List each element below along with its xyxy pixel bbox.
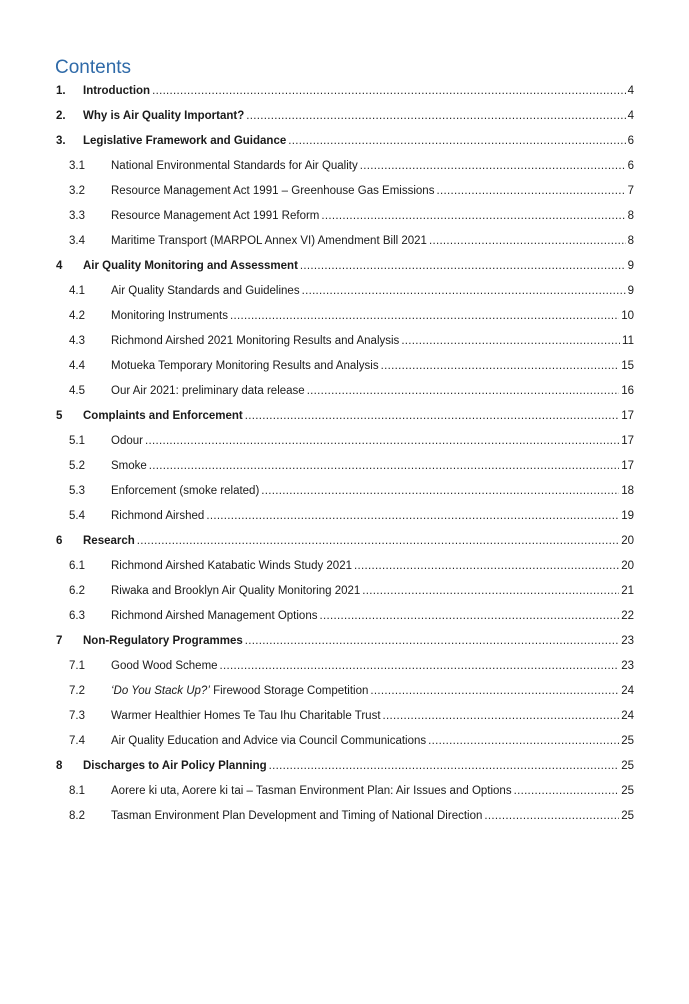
toc-entry[interactable] — [56, 580, 634, 605]
toc-entry-label: Richmond Airshed Katabatic Winds Study 2021 — [111, 560, 352, 572]
toc-entry[interactable] — [56, 80, 634, 105]
dot-leader — [381, 355, 620, 377]
toc-entry-page: 8 — [627, 210, 634, 222]
toc-entry-page: 17 — [621, 410, 634, 422]
toc-entry-number: 7.1 — [69, 660, 85, 672]
table-of-contents — [56, 80, 634, 830]
dot-leader — [436, 180, 625, 202]
dot-leader — [354, 555, 619, 577]
toc-entry-label: Good Wood Scheme — [111, 660, 218, 672]
toc-entry-number: 4.1 — [69, 285, 85, 297]
dot-leader — [362, 580, 619, 602]
toc-entry-number: 3.2 — [69, 185, 85, 197]
toc-entry[interactable] — [56, 130, 634, 155]
toc-entry-label: Odour — [111, 435, 143, 447]
toc-entry[interactable] — [56, 180, 634, 205]
toc-entry-number: 7.3 — [69, 710, 85, 722]
dot-leader — [514, 780, 620, 802]
toc-entry-number: 4.2 — [69, 310, 85, 322]
toc-entry-page: 25 — [621, 735, 634, 747]
toc-entry[interactable] — [56, 405, 634, 430]
toc-entry[interactable] — [56, 705, 634, 730]
toc-entry[interactable] — [56, 455, 634, 480]
dot-leader — [302, 280, 626, 302]
toc-entry[interactable] — [56, 280, 634, 305]
toc-entry-number: 7.4 — [69, 735, 85, 747]
dot-leader — [152, 80, 626, 102]
toc-entry[interactable] — [56, 780, 634, 805]
toc-entry[interactable] — [56, 680, 634, 705]
toc-entry-page: 25 — [621, 810, 634, 822]
toc-entry[interactable] — [56, 805, 634, 830]
toc-entry-page: 15 — [621, 360, 634, 372]
toc-entry-page: 22 — [621, 610, 634, 622]
toc-entry[interactable] — [56, 430, 634, 455]
dot-leader — [137, 530, 619, 552]
toc-entry-page: 24 — [621, 710, 634, 722]
toc-entry-number: 5.2 — [69, 460, 85, 472]
dot-leader — [321, 205, 625, 227]
toc-entry-label: Warmer Healthier Homes Te Tau Ihu Charitable Trust — [111, 710, 381, 722]
dot-leader — [269, 755, 620, 777]
toc-entry-label: Resource Management Act 1991 Reform — [111, 210, 320, 222]
toc-entry[interactable] — [56, 255, 634, 280]
toc-entry[interactable] — [56, 755, 634, 780]
toc-entry-label: Aorere ki uta, Aorere ki tai – Tasman Environment Plan: Air Issues and Options — [111, 785, 512, 797]
dot-leader — [245, 405, 619, 427]
toc-entry-label: Introduction — [83, 85, 151, 97]
toc-entry-label: Our Air 2021: preliminary data release — [111, 385, 305, 397]
toc-entry-number: 2. — [56, 110, 66, 122]
toc-entry-number: 5.3 — [69, 485, 85, 497]
toc-entry-number: 8 — [56, 760, 63, 772]
dot-leader — [149, 455, 619, 477]
dot-leader — [428, 730, 619, 752]
toc-entry[interactable] — [56, 380, 634, 405]
toc-entry-number: 8.2 — [69, 810, 85, 822]
toc-entry[interactable] — [56, 505, 634, 530]
dot-leader — [383, 705, 620, 727]
toc-entry-label: Motueka Temporary Monitoring Results and Analysis — [111, 360, 379, 372]
toc-entry-number: 6.2 — [69, 585, 85, 597]
toc-entry-page: 20 — [621, 535, 634, 547]
dot-leader — [145, 430, 619, 452]
toc-entry-page: 11 — [622, 335, 634, 347]
toc-entry-number: 3. — [56, 135, 66, 147]
toc-entry-page: 24 — [621, 685, 634, 697]
toc-entry-number: 1. — [56, 85, 66, 97]
toc-entry[interactable] — [56, 305, 634, 330]
toc-entry-page: 4 — [627, 110, 634, 122]
toc-entry-number: 3.3 — [69, 210, 85, 222]
toc-entry-number: 6.3 — [69, 610, 85, 622]
toc-entry-label: Tasman Environment Plan Development and Timing of National Direction — [111, 810, 483, 822]
dot-leader — [288, 130, 625, 152]
toc-entry-label: Legislative Framework and Guidance — [83, 135, 287, 147]
toc-entry-label: National Environmental Standards for Air Quality — [111, 160, 358, 172]
toc-entry[interactable] — [56, 155, 634, 180]
toc-entry[interactable] — [56, 330, 634, 355]
toc-entry[interactable] — [56, 730, 634, 755]
toc-entry-number: 4 — [56, 260, 63, 272]
toc-entry-page: 25 — [621, 760, 634, 772]
dot-leader — [230, 305, 619, 327]
toc-entry-label-rest: Firewood Storage Competition — [213, 685, 369, 697]
dot-leader — [206, 505, 619, 527]
toc-entry-page: 17 — [621, 460, 634, 472]
dot-leader — [261, 480, 619, 502]
toc-entry-number: 7.2 — [69, 685, 85, 697]
toc-entry[interactable] — [56, 230, 634, 255]
toc-entry-label: Discharges to Air Policy Planning — [83, 760, 267, 772]
toc-entry-page: 23 — [621, 635, 634, 647]
toc-entry-page: 18 — [621, 485, 634, 497]
toc-entry-number: 7 — [56, 635, 63, 647]
toc-entry-label — [111, 680, 368, 702]
toc-entry[interactable] — [56, 355, 634, 380]
toc-entry-label: Riwaka and Brooklyn Air Quality Monitoring 2021 — [111, 585, 361, 597]
toc-entry-page: 21 — [621, 585, 634, 597]
dot-leader — [360, 155, 626, 177]
toc-entry-page: 9 — [627, 285, 634, 297]
toc-entry-page: 23 — [621, 660, 634, 672]
dot-leader — [401, 330, 620, 352]
toc-entry[interactable] — [56, 480, 634, 505]
toc-entry-label: Complaints and Enforcement — [83, 410, 243, 422]
toc-entry-label: Monitoring Instruments — [111, 310, 228, 322]
toc-entry-page: 9 — [627, 260, 634, 272]
toc-entry[interactable] — [56, 530, 634, 555]
toc-entry[interactable] — [56, 205, 634, 230]
toc-entry-number: 4.5 — [69, 385, 85, 397]
dot-leader — [300, 255, 626, 277]
toc-entry-page: 6 — [627, 135, 634, 147]
toc-entry-number: 5 — [56, 410, 63, 422]
toc-entry-page: 4 — [627, 85, 634, 97]
toc-entry-label: Air Quality Education and Advice via Council Communications — [111, 735, 427, 747]
toc-entry[interactable] — [56, 655, 634, 680]
toc-entry[interactable] — [56, 105, 634, 130]
toc-entry-label: Research — [83, 535, 135, 547]
toc-entry-page: 7 — [627, 185, 634, 197]
toc-entry-label: Richmond Airshed — [111, 510, 205, 522]
toc-entry-number: 5.1 — [69, 435, 85, 447]
toc-entry-page: 19 — [621, 510, 634, 522]
toc-entry-label: Air Quality Standards and Guidelines — [111, 285, 300, 297]
toc-entry-label: Why is Air Quality Important? — [83, 110, 245, 122]
toc-entry-number: 8.1 — [69, 785, 85, 797]
dot-leader — [370, 680, 619, 702]
toc-entry-number: 4.3 — [69, 335, 85, 347]
toc-entry-number: 4.4 — [69, 360, 85, 372]
dot-leader — [429, 230, 626, 252]
dot-leader — [220, 655, 620, 677]
toc-entry-number: 6.1 — [69, 560, 85, 572]
toc-entry-label: Richmond Airshed 2021 Monitoring Results and Analysis — [111, 335, 400, 347]
toc-entry-label: Richmond Airshed Management Options — [111, 610, 318, 622]
dot-leader — [245, 630, 619, 652]
toc-entry-label: Air Quality Monitoring and Assessment — [83, 260, 298, 272]
dot-leader — [484, 805, 619, 827]
contents-heading: Contents — [55, 57, 132, 78]
toc-entry-page: 17 — [621, 435, 634, 447]
dot-leader — [307, 380, 620, 402]
toc-entry[interactable] — [56, 605, 634, 630]
toc-entry-number: 5.4 — [69, 510, 85, 522]
toc-entry-page: 8 — [627, 235, 634, 247]
toc-entry-label: Smoke — [111, 460, 147, 472]
toc-entry[interactable] — [56, 555, 634, 580]
toc-entry-page: 25 — [621, 785, 634, 797]
toc-entry-page: 6 — [627, 160, 634, 172]
dot-leader — [319, 605, 619, 627]
toc-entry-number: 3.1 — [69, 160, 85, 172]
toc-entry-number: 3.4 — [69, 235, 85, 247]
toc-entry-label: Enforcement (smoke related) — [111, 485, 260, 497]
toc-entry-number: 6 — [56, 535, 63, 547]
toc-entry-label: Non-Regulatory Programmes — [83, 635, 243, 647]
toc-entry-label: Resource Management Act 1991 – Greenhouse Gas Emissions — [111, 185, 435, 197]
toc-entry-label: Maritime Transport (MARPOL Annex VI) Amendment Bill 2021 — [111, 235, 427, 247]
toc-entry-label-italic: ‘Do You Stack Up?’ — [111, 685, 210, 697]
toc-entry-page: 10 — [621, 310, 634, 322]
toc-entry-page: 16 — [621, 385, 634, 397]
toc-entry-page: 20 — [621, 560, 634, 572]
toc-entry[interactable] — [56, 630, 634, 655]
dot-leader — [246, 105, 625, 127]
